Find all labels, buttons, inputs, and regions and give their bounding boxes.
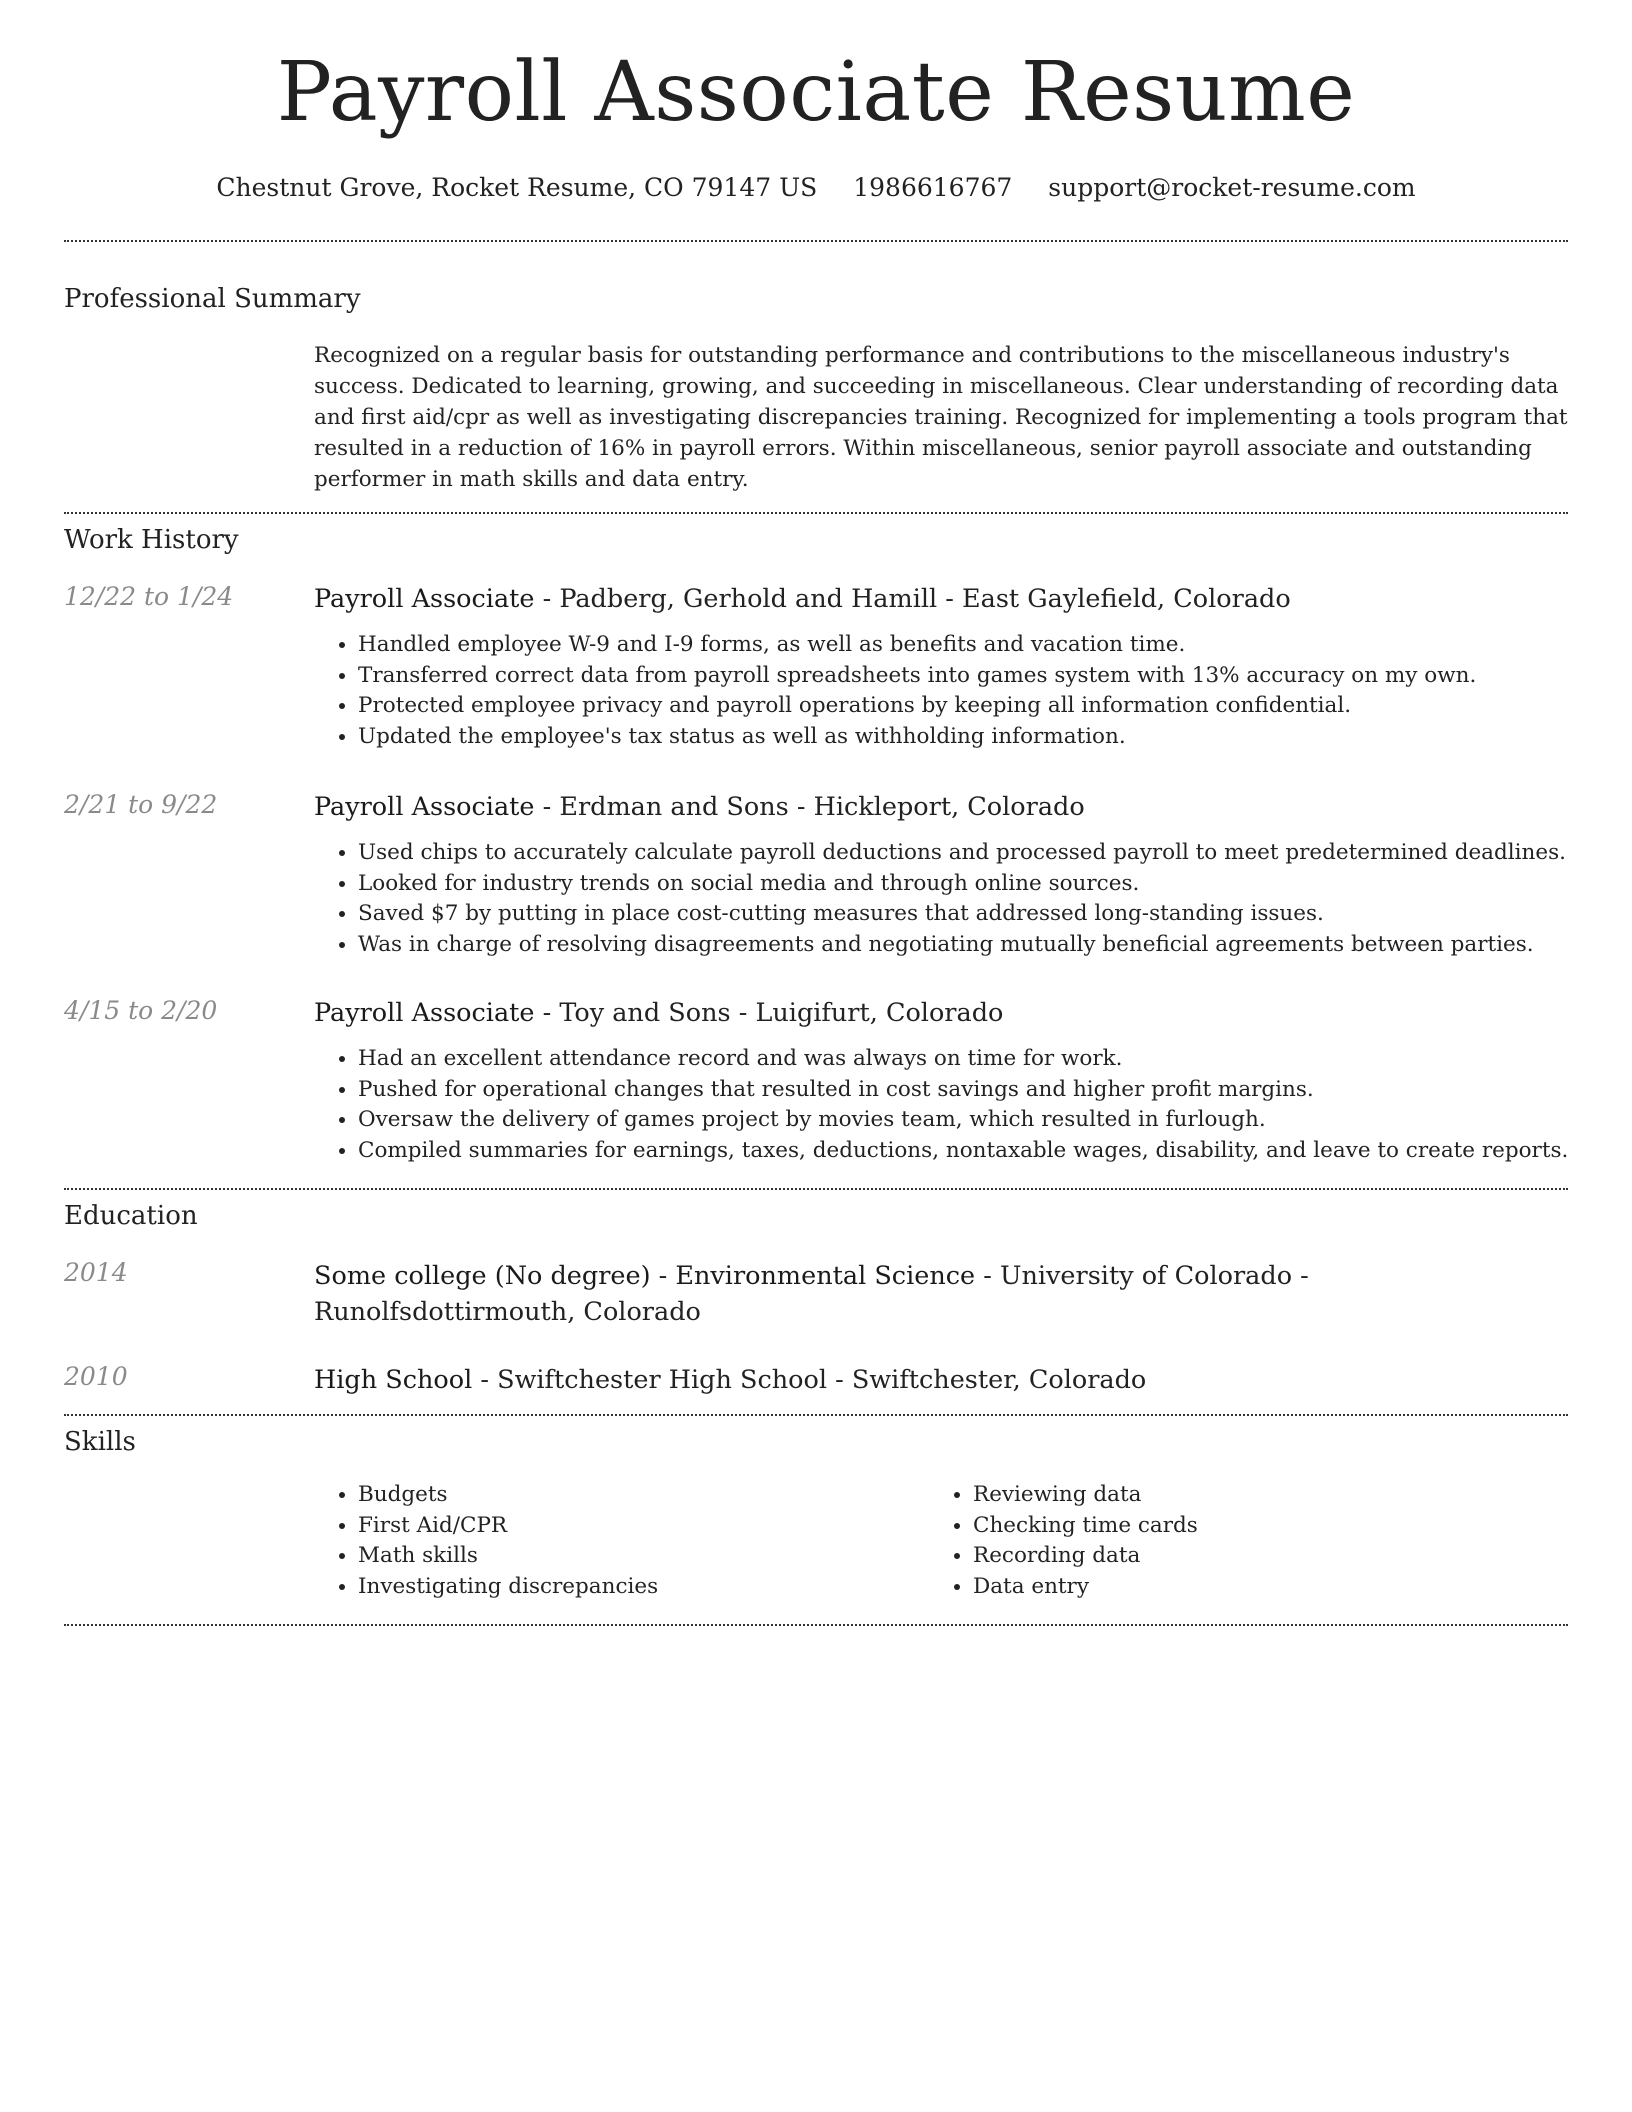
divider	[64, 1624, 1568, 1626]
job-bullets	[314, 838, 1614, 960]
job-heading	[314, 790, 1570, 826]
skill-item: • Checking time cards	[973, 1511, 1573, 1542]
skills-list-left	[314, 1480, 918, 1602]
skill-item: • Reviewing data	[973, 1480, 1573, 1511]
education-heading	[314, 1362, 1570, 1398]
skills-list-right	[929, 1480, 1573, 1602]
job-location: Hickleport, Colorado	[813, 792, 1085, 822]
skill-item: • Budgets	[358, 1480, 918, 1511]
job-bullet: • Was in charge of resolving disagreements and negotiating mutually beneficial agreements between parties.	[358, 930, 1614, 961]
divider	[64, 240, 1568, 242]
divider	[64, 1188, 1568, 1190]
job-bullet: • Oversaw the delivery of games project by movies team, which resulted in furlough.	[358, 1105, 1614, 1136]
job-bullet: • Saved $7 by putting in place cost-cutting measures that addressed long-standing issues.	[358, 899, 1614, 930]
job-bullet: • Transferred correct data from payroll spreadsheets into games system with 13% accuracy on my own.	[358, 661, 1614, 692]
job-company: Toy and Sons	[559, 998, 731, 1028]
separator: -	[650, 1261, 676, 1291]
separator: -	[975, 1261, 1000, 1291]
education-location: Swiftchester, Colorado	[851, 1365, 1147, 1395]
contact-phone: 1986616767	[853, 173, 1013, 202]
job-bullet: • Pushed for operational changes that resulted in cost savings and higher profit margins.	[358, 1075, 1614, 1106]
job-location: Luigifurt, Colorado	[755, 998, 1004, 1028]
skill-item: • First Aid/CPR	[358, 1511, 918, 1542]
separator: -	[534, 792, 560, 822]
job-dates: 2/21 to 9/22	[64, 790, 218, 819]
contact-address: Chestnut Grove, Rocket Resume, CO 79147 US	[216, 173, 818, 202]
separator: -	[534, 998, 560, 1028]
section-title-skills: Skills	[64, 1427, 136, 1457]
job-bullet: • Looked for industry trends on social media and through online sources.	[358, 869, 1614, 900]
divider	[64, 512, 1568, 514]
job-bullet: • Used chips to accurately calculate payroll deductions and processed payroll to meet predetermined deadlines.	[358, 838, 1614, 869]
summary-text: Recognized on a regular basis for outstanding performance and contributions to the miscellaneous industry's success. Dedicated to learning, growing, and succeeding in miscellaneous. Clear understanding of recording data and first aid/cpr as well as investigating discrepancies training. Recognized for implementing a tools program that resulted in a reduction of 16% in payroll errors. Within miscellaneous, senior payroll associate and outstanding performer in math skills and data entry.	[314, 343, 1568, 492]
job-bullet: • Had an excellent attendance record and was always on time for work.	[358, 1044, 1614, 1075]
skill-item: • Recording data	[973, 1541, 1573, 1572]
job-heading	[314, 582, 1570, 618]
job-bullet: • Compiled summaries for earnings, taxes, deductions, nontaxable wages, disability, and leave to create reports.	[358, 1136, 1614, 1167]
job-location: East Gaylefield, Colorado	[962, 584, 1291, 614]
skill-item: • Investigating discrepancies	[358, 1572, 918, 1603]
education-location: Runolfsdottirmouth, Colorado	[314, 1297, 701, 1327]
divider	[64, 1414, 1568, 1416]
job-heading	[314, 996, 1570, 1032]
separator: -	[730, 998, 756, 1028]
education-year: 2014	[64, 1258, 128, 1287]
contact-line	[0, 172, 1632, 205]
education-field: Environmental Science	[675, 1261, 976, 1291]
separator: -	[937, 584, 962, 614]
job-bullet: • Protected employee privacy and payroll operations by keeping all information confidential.	[358, 691, 1614, 722]
skill-item: • Data entry	[973, 1572, 1573, 1603]
separator: -	[472, 1365, 498, 1395]
job-position: Payroll Associate	[314, 998, 535, 1028]
resume-title: Payroll Associate Resume	[276, 45, 1356, 140]
section-title-summary: Professional Summary	[64, 284, 361, 314]
job-bullet: • Handled employee W-9 and I-9 forms, as well as benefits and vacation time.	[358, 630, 1614, 661]
education-heading	[314, 1258, 1570, 1330]
job-bullets	[314, 630, 1614, 752]
section-title-work-history: Work History	[64, 525, 239, 555]
job-bullets	[314, 1044, 1614, 1166]
contact-email: support@rocket-resume.com	[1048, 173, 1416, 202]
separator: -	[827, 1365, 852, 1395]
section-title-education: Education	[64, 1201, 198, 1231]
skill-item: • Math skills	[358, 1541, 918, 1572]
education-year: 2010	[64, 1362, 128, 1391]
separator: -	[534, 584, 560, 614]
education-school: Swiftchester High School	[497, 1365, 828, 1395]
job-dates: 4/15 to 2/20	[64, 996, 218, 1025]
job-bullet: • Updated the employee's tax status as well as withholding information.	[358, 722, 1614, 753]
education-degree: High School	[314, 1365, 473, 1395]
job-company: Erdman and Sons	[559, 792, 789, 822]
job-company: Padberg, Gerhold and Hamill	[559, 584, 938, 614]
separator: -	[788, 792, 814, 822]
separator: -	[1292, 1261, 1309, 1291]
job-position: Payroll Associate	[314, 584, 535, 614]
education-degree: Some college (No degree)	[314, 1261, 651, 1291]
job-position: Payroll Associate	[314, 792, 535, 822]
education-school: University of Colorado	[999, 1261, 1293, 1291]
job-dates: 12/22 to 1/24	[64, 582, 234, 611]
